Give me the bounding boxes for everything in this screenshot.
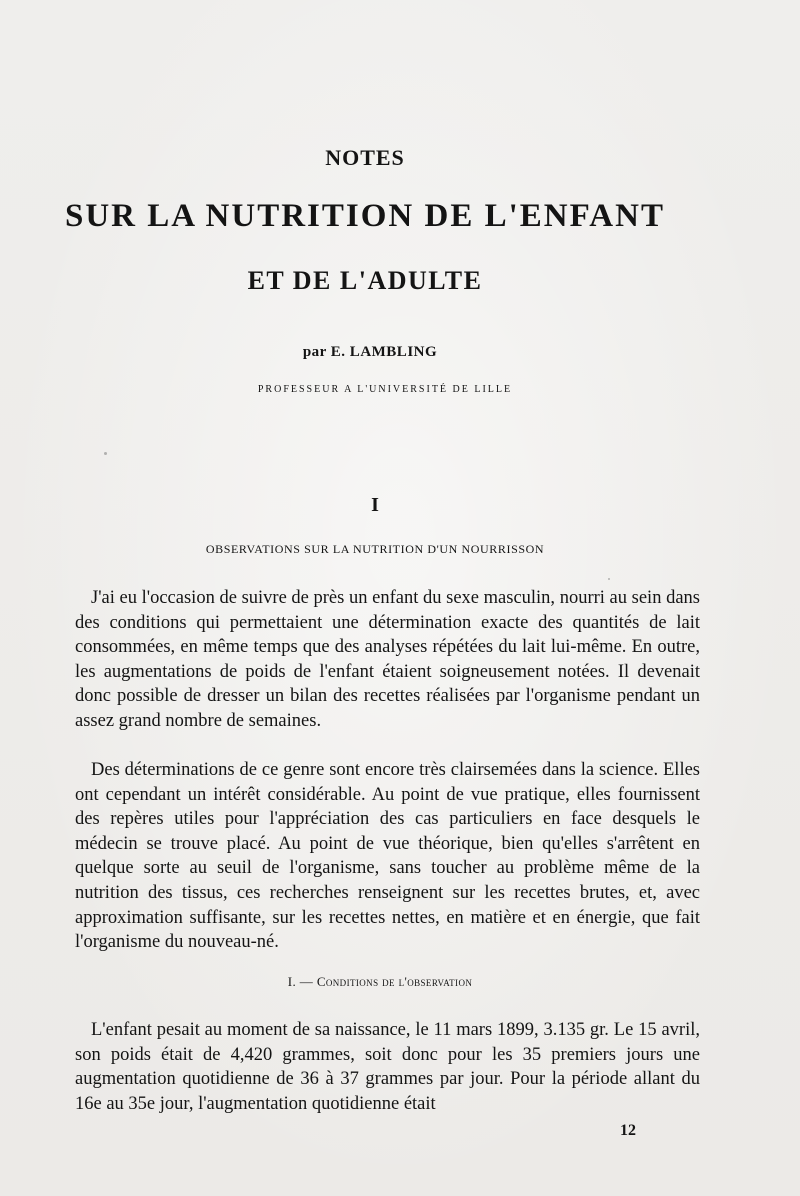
paragraph-text: Des déterminations de ce genre sont encore très clairsemées dans la science. Elles ont cependant un intérêt considérable. Au point de vue pratique, elles fournissent des repères utiles pour l'appréciation des cas particuliers en face desquels le médecin se trouve placé. Au point de vue théorique, bien qu'elles s'arrêtent en quelque sorte au seuil de l'organisme, sans toucher au problème même de la nutrition des tissus, ces recherches renseignent sur les recettes brutes, et, avec approximation suffisante, sur les recettes nettes, en matière et en énergie, que fait l'organisme du nouveau-né. <box>75 760 700 953</box>
notes-heading: NOTES <box>325 145 405 170</box>
title-line-2: ET DE L'ADULTE <box>247 266 483 295</box>
paper-speck <box>104 452 107 455</box>
paragraph-text: L'enfant pesait au moment de sa naissance, le 11 mars 1899, 3.135 gr. Le 15 avril, son poids était de 4,420 grammes, soit donc pour les 35 premiers jours une augmentation quotidienne de 36 à 37 grammes par jour. Pour la période allant du 16e au 35e jour, l'augmentation quotidienne était <box>75 1020 700 1114</box>
body-paragraph <box>75 586 700 734</box>
title-line-1: SUR LA NUTRITION DE L'ENFANT <box>65 198 665 234</box>
body-paragraph <box>75 1018 700 1116</box>
page-number: 12 <box>620 1122 636 1139</box>
paper-speck <box>608 578 610 580</box>
body-paragraph <box>75 758 700 955</box>
subsection-heading: I. — Conditions de l'observation <box>287 974 473 989</box>
bleed-through-texture <box>68 90 708 118</box>
paragraph-text: J'ai eu l'occasion de suivre de près un enfant du sexe masculin, nourri au sein dans des conditions qui permettaient une détermination exacte des quantités de lait consommées, en même temps que des analyses répétées du lait lui-même. En outre, les augmentations de poids de l'enfant étaient soigneusement notées. Il devenait donc possible de dresser un bilan des recettes réalisées par l'organisme pendant un assez grand nombre de semaines. <box>75 588 700 731</box>
section-title: OBSERVATIONS SUR LA NUTRITION D'UN NOURRISSON <box>205 542 545 556</box>
section-number: I <box>371 494 379 516</box>
author-line: par E. LAMBLING <box>302 344 438 360</box>
author-affiliation: PROFESSEUR A L'UNIVERSITÉ DE LILLE <box>257 384 513 395</box>
